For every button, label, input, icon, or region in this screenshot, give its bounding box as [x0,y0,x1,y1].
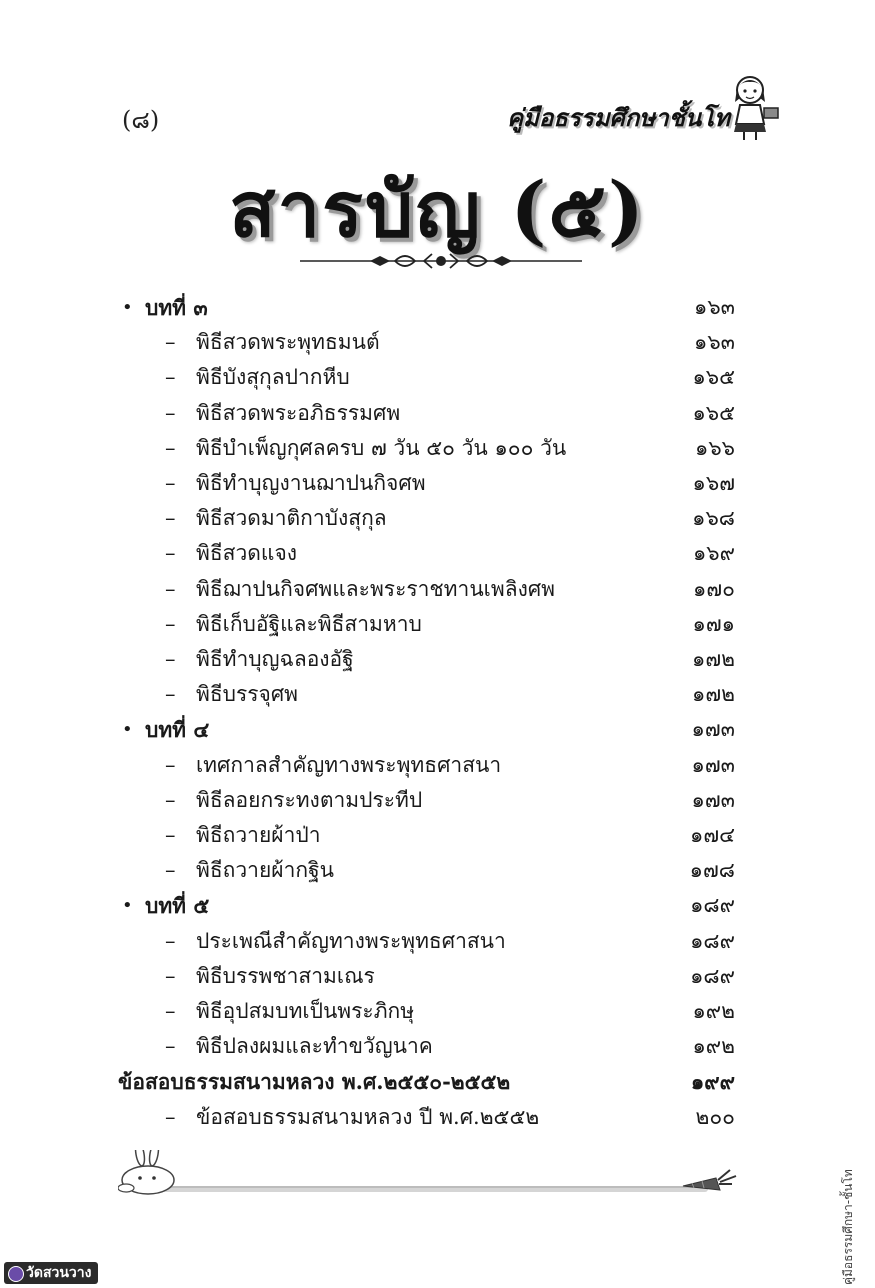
toc-page-number: ๑๖๕ [692,365,735,390]
dash-marker: – [165,823,176,847]
circle-logo-icon [8,1266,24,1282]
toc-item [0,431,875,466]
dash-marker: – [165,576,176,601]
toc-page-number: ๑๖๕ [692,400,735,425]
toc-page-number: ๑๖๗ [692,471,735,495]
toc-item [0,1029,875,1064]
toc-label: บทที่ ๔ [145,717,210,743]
toc-page-number: ๑๗๘ [689,858,735,883]
watermark [4,1262,98,1284]
toc-page-number: ๑๗๒ [692,647,735,671]
toc-label: พิธีเก็บอัฐิและพิธีสามหาบ [196,611,422,636]
carrot-icon [683,1170,736,1190]
toc-label: พิธีลอยกระทงตามประทีป [196,787,423,812]
toc-item [0,1100,875,1135]
bullet-icon: • [122,719,133,741]
dash-marker: – [165,858,176,883]
toc-page-number: ๑๗๓ [691,717,735,742]
toc-label: พิธีฌาปนกิจศพและพระราชทานเพลิงศพ [196,576,555,601]
toc-page-number: ๑๖๓ [693,330,735,355]
dash-marker: – [165,400,176,425]
toc-item [0,924,875,959]
toc-item [0,783,875,818]
dash-marker: – [165,471,176,495]
toc-label: พิธีสวดพระอภิธรรมศพ [196,400,401,425]
dash-marker: – [165,435,176,460]
toc-page-number: ๑๙๒ [692,999,735,1023]
flourish-divider [300,248,582,274]
dash-marker: – [165,999,176,1023]
toc-page-number: ๑๙๒ [692,1034,735,1059]
toc-item [0,818,875,853]
watermark-label: วัดสวนวาง [26,1265,92,1281]
dash-marker: – [165,1104,176,1129]
book-title: คู่มือธรรมศึกษาชั้นโท [506,103,730,132]
toc-page-number: ๑๖๓ [693,295,735,319]
dash-marker: – [165,506,176,531]
toc-page-number: ๑๗๓ [691,752,735,777]
toc-label: เทศกาลสำคัญทางพระพุทธศาสนา [196,752,502,777]
toc-item [0,466,875,501]
dash-marker: – [165,752,176,777]
toc-label: พิธีถวายผ้ากฐิน [196,858,335,883]
toc-item [0,536,875,571]
toc-section [0,1064,875,1099]
toc-item [0,396,875,431]
toc-item [0,994,875,1029]
toc-chapter [0,888,875,923]
toc-item [0,607,875,642]
bullet-icon: • [122,895,133,917]
toc-label: ข้อสอบธรรมสนามหลวง พ.ศ.๒๕๕๐-๒๕๕๒ [118,1069,511,1095]
toc-page-number: ๑๘๙ [690,928,735,953]
toc-page-number: ๑๖๙ [692,541,735,566]
toc-item [0,325,875,360]
toc-label: พิธีถวายผ้าป่า [196,823,321,847]
dash-marker: – [165,1034,176,1059]
toc-page-number: ๑๘๙ [690,963,735,988]
toc-page-number: ๑๗๑ [692,611,735,636]
toc-page-number: ๑๗๐ [693,576,735,601]
toc-page-number: ๑๗๔ [689,823,735,847]
dash-marker: – [165,647,176,671]
toc-label: พิธีบำเพ็ญกุศลครบ ๗ วัน ๕๐ วัน ๑๐๐ วัน [196,435,567,460]
toc-page-number: ๑๗๒ [692,682,735,707]
student-girl-icon [728,72,780,142]
toc-label: พิธีสวดแจง [196,541,298,566]
toc-label: บทที่ ๕ [145,893,210,919]
toc-label: พิธีสวดมาติกาบังสุกุล [196,506,387,531]
toc-page-number: ๒๐๐ [695,1104,735,1129]
dash-marker: – [165,682,176,707]
page-number: (๘) [122,106,160,134]
dash-marker: – [165,963,176,988]
toc-item [0,360,875,395]
toc-label: ข้อสอบธรรมสนามหลวง ปี พ.ศ.๒๕๕๒ [196,1104,540,1129]
toc-page-number: ๑๘๙ [690,893,735,918]
toc-page-number: ๑๖๖ [695,435,735,460]
toc-label: พิธีบังสุกุลปากหีบ [196,365,350,390]
toc-page-number: ๑๙๙ [690,1069,735,1095]
toc-item [0,572,875,607]
toc-label: พิธีบรรพชาสามเณร [196,963,375,988]
dash-marker: – [165,787,176,812]
toc-label: ประเพณีสำคัญทางพระพุทธศาสนา [196,928,506,953]
toc-item [0,748,875,783]
toc-label: พิธีอุปสมบทเป็นพระภิกษุ [196,999,415,1023]
toc-item [0,501,875,536]
toc-label: พิธีบรรจุศพ [196,682,299,707]
rabbit-icon [118,1150,174,1194]
dash-marker: – [165,541,176,566]
toc-page-number: ๑๗๓ [691,787,735,812]
toc-chapter [0,712,875,747]
dash-marker: – [165,330,176,355]
toc-label: พิธีปลงผมและทำขวัญนาค [196,1034,433,1059]
dash-marker: – [165,365,176,390]
toc-item [0,677,875,712]
toc-label: พิธีสวดพระพุทธมนต์ [196,330,380,355]
toc-item [0,959,875,994]
toc-item [0,853,875,888]
toc-label: บทที่ ๓ [145,295,208,320]
footer-decoration [118,1150,743,1200]
toc-label: พิธีทำบุญงานฌาปนกิจศพ [196,471,426,495]
dash-marker: – [165,928,176,953]
spine-text: คู่มือธรรมศึกษา-ชั้นโท [841,1169,855,1285]
dash-marker: – [165,611,176,636]
page-title: สารบัญ (๕) [229,165,646,254]
toc-item [0,642,875,677]
toc-label: พิธีทำบุญฉลองอัฐิ [196,647,354,671]
bullet-icon: • [122,297,133,318]
toc-chapter [0,290,875,325]
toc-page-number: ๑๖๘ [692,506,735,531]
